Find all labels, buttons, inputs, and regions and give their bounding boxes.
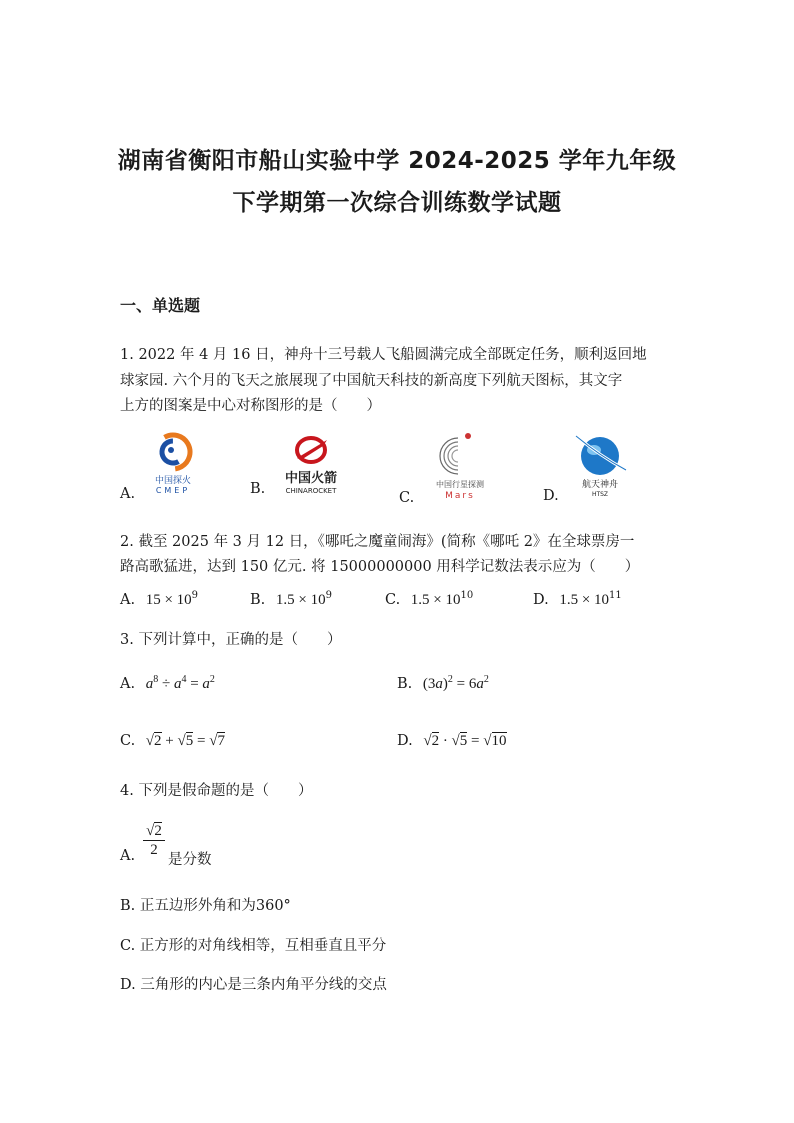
q1-line1: 1. 2022 年 4 月 16 日，神舟十三号载人飞船圆满完成全部既定任务，顺利返回地 <box>120 347 647 363</box>
mars-exploration-logo: 中国行星探测 Mars <box>428 428 492 502</box>
q3-option-d: D. √2 · √5 = √10 <box>397 733 507 749</box>
q4-option-d: D. 三角形的内心是三条内角平分线的交点 <box>120 977 387 993</box>
section-heading: 一、单选题 <box>120 296 201 315</box>
doc-title-line1: 湖南省衡阳市船山实验中学 2024-2025 学年九年级 <box>117 148 677 174</box>
q4-stem: 4. 下列是假命题的是（ ） <box>120 783 313 799</box>
q4-option-a-label: A. <box>120 848 136 864</box>
q1-line2: 球家园. 六个月的飞天之旅展现了中国航天科技的新高度下列航天图标，其文字 <box>120 373 623 389</box>
q3-option-c: C. √2 + √5 = √7 <box>120 733 225 749</box>
htsz-logo: 航天神舟 HTSZ <box>570 432 630 496</box>
q2-option-b: B. $1.5 \times 10^9$ <box>250 590 332 608</box>
q4-option-c: C. 正方形的对角线相等，互相垂直且平分 <box>120 938 387 954</box>
china-rocket-logo: 中国火箭 CHINAROCKET <box>277 434 345 496</box>
q2-option-c: C. $1.5 \times 10^{10}$ <box>385 590 474 608</box>
q2-line2: 路高歌猛进，达到 150 亿元. 将 15000000000 用科学记数法表示应为（ ） <box>120 559 640 575</box>
q2-option-a: A. $15 \times 10^9$ <box>120 590 199 608</box>
doc-title-line2: 下学期第一次综合训练数学试题 <box>232 190 562 216</box>
q4-option-a-text: 是分数 <box>168 852 212 868</box>
q3-option-b: B. $(3a)^2 = 6a^2$ <box>397 674 489 692</box>
q1-line3: 上方的图案是中心对称图形的是（ ） <box>120 398 381 414</box>
q4-option-b: B. 正五边形外角和为360° <box>120 898 291 914</box>
q1-option-d-label: D. <box>543 488 559 504</box>
q2-line1: 2. 截至 2025 年 3 月 12 日，《哪吒之魔童闹海》(简称《哪吒 2》在全球票房一 <box>120 534 635 550</box>
cmep-logo: 中国探火 CMEP <box>145 432 201 498</box>
q1-option-c-label: C. <box>399 490 415 506</box>
q4-option-a-fraction: $\frac{√2}{2}$ <box>143 822 165 859</box>
q3-option-a: A. $a^8 \div a^4 = a^2$ <box>120 674 215 692</box>
q1-option-a-label: A. <box>120 486 136 502</box>
q1-option-b-label: B. <box>250 481 266 497</box>
q3-stem: 3. 下列计算中，正确的是（ ） <box>120 632 342 648</box>
q2-option-d: D. $1.5 \times 10^{11}$ <box>533 590 622 608</box>
